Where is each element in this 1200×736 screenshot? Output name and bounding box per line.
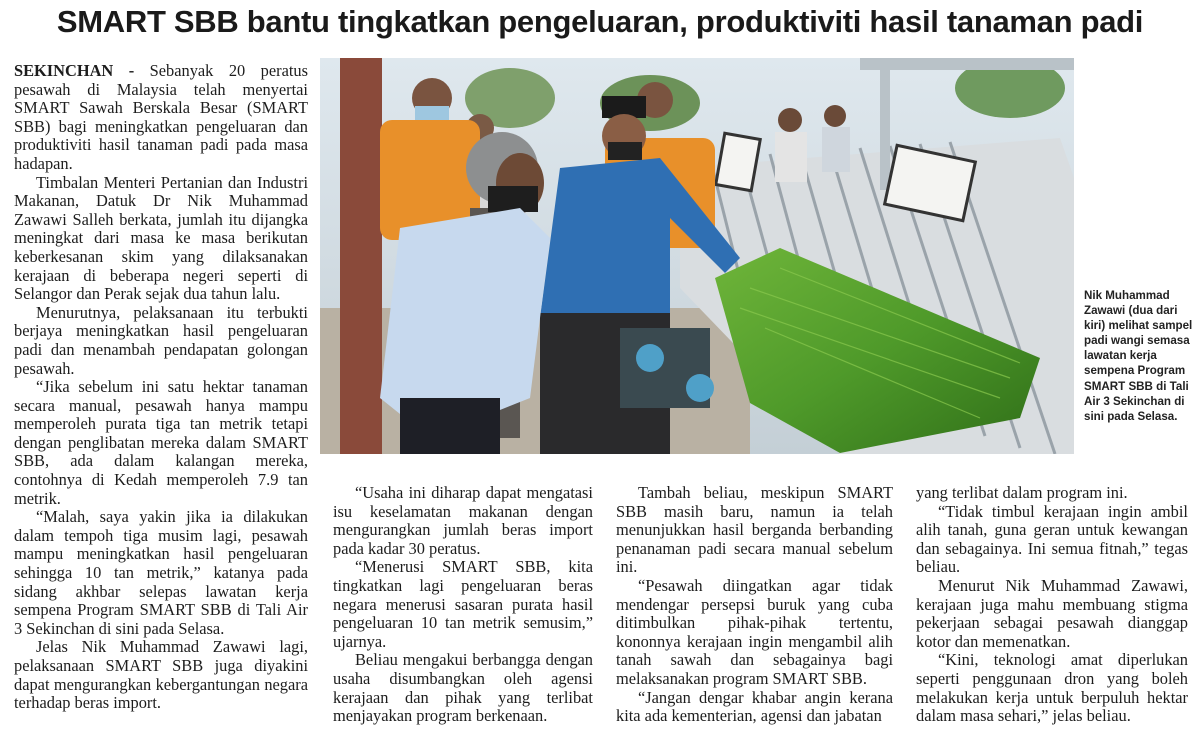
paragraph: “Kini, teknologi amat diperlukan seperti penggunaan dron yang boleh melakukan kerja untuk berpuluh hektar dalam masa sehari,” jelas beliau. <box>916 650 1188 726</box>
paragraph: “Jangan dengar khabar angin kerana kita ada kementerian, agensi dan jabatan <box>616 687 893 726</box>
news-photo <box>320 58 1074 454</box>
paragraph: yang terlibat dalam program ini. <box>916 483 1128 502</box>
article-column-1 <box>14 62 308 713</box>
paragraph: SEKINCHAN - Sebanyak 20 peratus pesawah di Malaysia telah menyertai SMART Sawah Berskala Besar (SMART SBB) bagi meningkatkan pengeluaran dan produktiviti hasil tanaman padi pada masa hadapan. <box>14 61 308 173</box>
article-column-2 <box>333 484 593 726</box>
paragraph: Beliau mengakui berbangga dengan usaha disumbangkan oleh agensi kerajaan dan pihak yang terlibat menjayakan program berkenaan. <box>333 650 593 726</box>
paragraph: “Usaha ini diharap dapat mengatasi isu keselamatan makanan dengan mengurangkan jumlah beras import pada kadar 30 peratus. <box>333 483 593 558</box>
paragraph: Jelas Nik Muhammad Zawawi lagi, pelaksanaan SMART SBB juga diyakini dapat mengurangkan kebergantungan negara terhadap beras import. <box>14 637 308 713</box>
paragraph: “Menerusi SMART SBB, kita tingkatkan lagi pengeluaran beras negara menerusi sasaran purata hasil pengeluaran 10 tan metrik semusim,” ujarnya. <box>333 557 593 651</box>
article-column-4 <box>916 484 1188 726</box>
paragraph: “Tidak timbul kerajaan ingin ambil alih tanah, guna geran untuk kewangan dan sebagainya. Ini semua fitnah,” tegas beliau. <box>916 501 1188 577</box>
paragraph: “Malah, saya yakin jika ia dilakukan dalam tempoh tiga musim lagi, pesawah mampu meningkatkan hasil pengeluaran sehingga 10 tan metrik,” katanya pada sidang akhbar selepas lawatan kerja sempena Program SMART SBB di Tali Air 3 Sekinchan di sini pada Selasa. <box>14 507 308 638</box>
photo-caption: Nik Muhammad Zawawi (dua dari kiri) melihat sampel padi wangi semasa lawatan kerja sempena Program SMART SBB di Tali Air 3 Sekinchan di sini pada Selasa. <box>1084 289 1193 423</box>
headline: SMART SBB bantu tingkatkan pengeluaran, produktiviti hasil tanaman padi <box>56 4 1144 39</box>
paragraph: Timbalan Menteri Pertanian dan Industri Makanan, Datuk Dr Nik Muhammad Zawawi Salleh berkata, jumlah itu dijangka meningkat dari masa ke masa berikutan keberkesanan skim yang dilaksanakan kerajaan di beberapa negeri seperti di Selangor dan Perak sejak dua tahun lalu. <box>14 172 308 304</box>
article-column-3 <box>616 484 893 726</box>
paragraph: Tambah beliau, meskipun SMART SBB masih baru, namun ia telah menunjukkan hasil berganda berbanding penanaman padi secara manual sebelum ini. <box>616 483 893 577</box>
paragraph: “Pesawah diingatkan agar tidak mendengar persepsi buruk yang cuba ditimbulkan pihak-pihak tertentu, kononnya kerajaan ingin mengambil alih tanah sawah dan sebagainya bagi melaksanakan program SMART SBB. <box>616 575 893 688</box>
paragraph: Menurutnya, pelaksanaan itu terbukti berjaya meningkatkan hasil pengeluaran padi dan menambah pendapatan golongan pesawah. <box>14 302 308 378</box>
paragraph: “Jika sebelum ini satu hektar tanaman secara manual, pesawah hanya mampu memperoleh purata tiga tan metrik tetapi dengan penglibatan mereka dalam SMART SBB, ada dalam kalangan mereka, contohnya di Kedah memperoleh 7.9 tan metrik. <box>14 377 308 508</box>
paragraph: Menurut Nik Muhammad Zawawi, kerajaan juga mahu membuang stigma pekerjaan sebagai pesawah dianggap kotor dan memenatkan. <box>916 575 1188 651</box>
dateline: SEKINCHAN - <box>14 61 135 80</box>
